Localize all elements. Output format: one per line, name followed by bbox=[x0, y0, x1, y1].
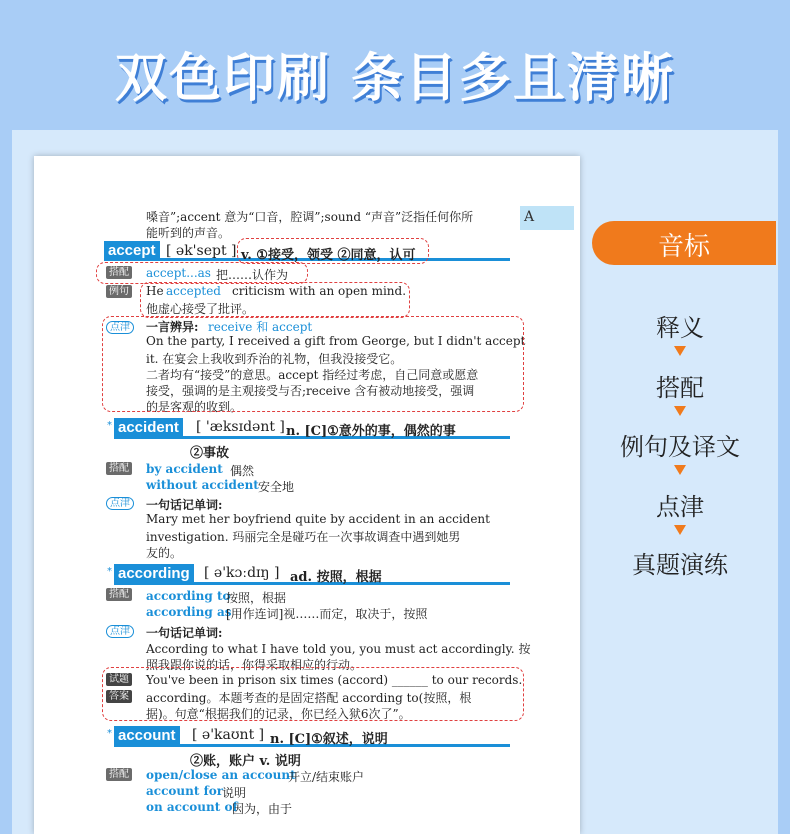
headword-account: account bbox=[114, 726, 180, 746]
tag-tips bbox=[106, 494, 134, 509]
definition-account-2: ②账，账户 v. 说明 bbox=[190, 754, 301, 769]
phonetic-account: [ ə'kaʊnt ] bbox=[192, 727, 265, 743]
down-arrow-icon bbox=[674, 465, 686, 475]
definition-accident-2: ②事故 bbox=[190, 446, 230, 461]
collocation-accident-1-cn: 偶然 bbox=[230, 464, 255, 478]
tips-title-2: 一句话记单词: bbox=[146, 498, 223, 512]
tips-2-line-2: investigation. 玛丽完全是碰巧在一次事故调查中遇到她男 bbox=[146, 530, 461, 544]
phonetic-according: [ ə'kɔːdɪŋ ] bbox=[204, 565, 280, 581]
collocation-account-1: open/close an account bbox=[146, 768, 296, 782]
tag-tips-label: 点津 bbox=[106, 497, 134, 510]
legend-item: 真题演练 bbox=[632, 551, 728, 579]
headword-accept: accept bbox=[104, 241, 160, 261]
collocation-account-1-cn: 开立/结束账户 bbox=[288, 770, 365, 784]
tag-collocation: 搭配 bbox=[106, 462, 132, 475]
down-arrow-icon bbox=[674, 346, 686, 356]
collocation-accident-2: without accident bbox=[146, 478, 259, 492]
phonetic-accident: [ 'æksɪdənt ] bbox=[196, 419, 285, 435]
definition-account: n. [C]①叙述，说明 bbox=[270, 732, 388, 747]
collocation-according-1-cn: 按照，根据 bbox=[226, 591, 287, 605]
highlight-exam bbox=[102, 667, 524, 721]
example-accept-cn: 他虚心接受了批评。 bbox=[146, 302, 255, 316]
letter-tab bbox=[520, 206, 574, 230]
star-icon: * bbox=[107, 420, 112, 431]
tag-collocation: 搭配 bbox=[106, 588, 132, 601]
collocation-according-1: according to bbox=[146, 589, 231, 603]
highlight-example bbox=[140, 282, 410, 318]
collocation-accept-cn: 把……认作为 bbox=[216, 268, 289, 282]
collocation-accept: accept...as bbox=[146, 266, 211, 280]
collocation-according-2-cn: [用作连词]视……而定，取决于，按照 bbox=[226, 607, 428, 621]
tips-1-line-3: 二者均有“接受”的意思。accept 指经过考虑，自己同意或愿意 bbox=[146, 368, 479, 382]
tips-2-line-1: Mary met her boyfriend quite by accident in an accident bbox=[146, 512, 490, 526]
example-accept-en-1: He bbox=[146, 284, 164, 298]
tips-3-line-1: According to what I have told you, you must act accordingly. 按 bbox=[146, 642, 531, 656]
collocation-accident-1: by accident bbox=[146, 462, 223, 476]
collocation-account-2: account for bbox=[146, 784, 224, 798]
tips-3-line-2: 照我跟你说的话，你得采取相应的行动。 bbox=[146, 658, 363, 672]
highlight-collocation bbox=[96, 262, 308, 284]
legend-active-label: 音标 bbox=[657, 232, 710, 262]
tag-example: 例句 bbox=[106, 285, 132, 298]
highlight-tips bbox=[102, 316, 524, 412]
star-icon: * bbox=[107, 566, 112, 577]
tips-title-1: 一言辨异: bbox=[146, 320, 199, 334]
down-arrow-icon bbox=[674, 406, 686, 416]
legend-item: 例句及译文 bbox=[620, 433, 740, 461]
example-accept-en-2: accepted bbox=[166, 284, 221, 298]
collocation-account-3-cn: 因为，由于 bbox=[232, 802, 293, 816]
exam-answer-1: according。本题考查的是固定搭配 according to(按照，根 bbox=[146, 691, 472, 705]
tag-tips-label: 点津 bbox=[106, 625, 134, 638]
intro-line-2: 能听到的声音。 bbox=[146, 226, 231, 240]
tips-1-line-1: On the party, I received a gift from George, but I didn't accept bbox=[146, 334, 526, 348]
intro-line-1: 嗓音”;accent 意为“口音，腔调”;sound “声音”泛指任何你所 bbox=[146, 210, 474, 224]
highlight-definition bbox=[237, 238, 429, 264]
legend-item: 点津 bbox=[656, 493, 704, 521]
star-icon: * bbox=[107, 728, 112, 739]
tag-collocation: 搭配 bbox=[106, 768, 132, 781]
headword-according: according bbox=[114, 564, 194, 584]
tag-collocation: 搭配 bbox=[106, 266, 132, 279]
tag-answer: 答案 bbox=[106, 690, 132, 703]
definition-according: ad. 按照，根据 bbox=[290, 570, 382, 585]
legend-active-pill bbox=[592, 221, 776, 265]
tips-1-line-5: 的是客观的收到。 bbox=[146, 400, 243, 414]
tips-1-line-4: 接受，强调的是主观接受与否;receive 含有被动地接受，强调 bbox=[146, 384, 475, 398]
collocation-accident-2-cn: 安全地 bbox=[258, 480, 295, 494]
headword-accident: accident bbox=[114, 418, 183, 438]
exam-answer-2: 据)。句意“根据我们的记录，你已经入狱6次了”。 bbox=[146, 707, 411, 721]
collocation-according-2: according as bbox=[146, 605, 232, 619]
phonetic-accept: [ ək'sept ] bbox=[166, 243, 237, 259]
tag-tips-label: 点津 bbox=[106, 321, 134, 334]
definition-accident: n. [C]①意外的事，偶然的事 bbox=[286, 424, 456, 439]
collocation-account-2-cn: 说明 bbox=[222, 786, 247, 800]
exam-question: You've been in prison six times (accord) ______ to our records. bbox=[146, 673, 523, 687]
example-accept-en-3: criticism with an open mind. bbox=[232, 284, 407, 298]
collocation-account-3: on account of bbox=[146, 800, 238, 814]
tag-exam: 试题 bbox=[106, 673, 132, 686]
letter-tab-label: A bbox=[524, 209, 535, 225]
definition-accept: v. ①接受，领受 ②同意，认可 bbox=[241, 248, 416, 263]
tips-title-3: 一句话记单词: bbox=[146, 626, 223, 640]
legend-item: 搭配 bbox=[656, 374, 704, 402]
tips-2-line-3: 友的。 bbox=[146, 546, 183, 560]
down-arrow-icon bbox=[674, 525, 686, 535]
tag-tips bbox=[106, 622, 134, 637]
page-headline: 双色印刷 条目多且清晰 bbox=[114, 49, 676, 109]
tips-words-1: receive 和 accept bbox=[208, 320, 313, 334]
legend-item: 释义 bbox=[656, 314, 704, 342]
tips-1-line-2: it. 在宴会上我收到乔治的礼物，但我没接受它。 bbox=[146, 352, 403, 366]
